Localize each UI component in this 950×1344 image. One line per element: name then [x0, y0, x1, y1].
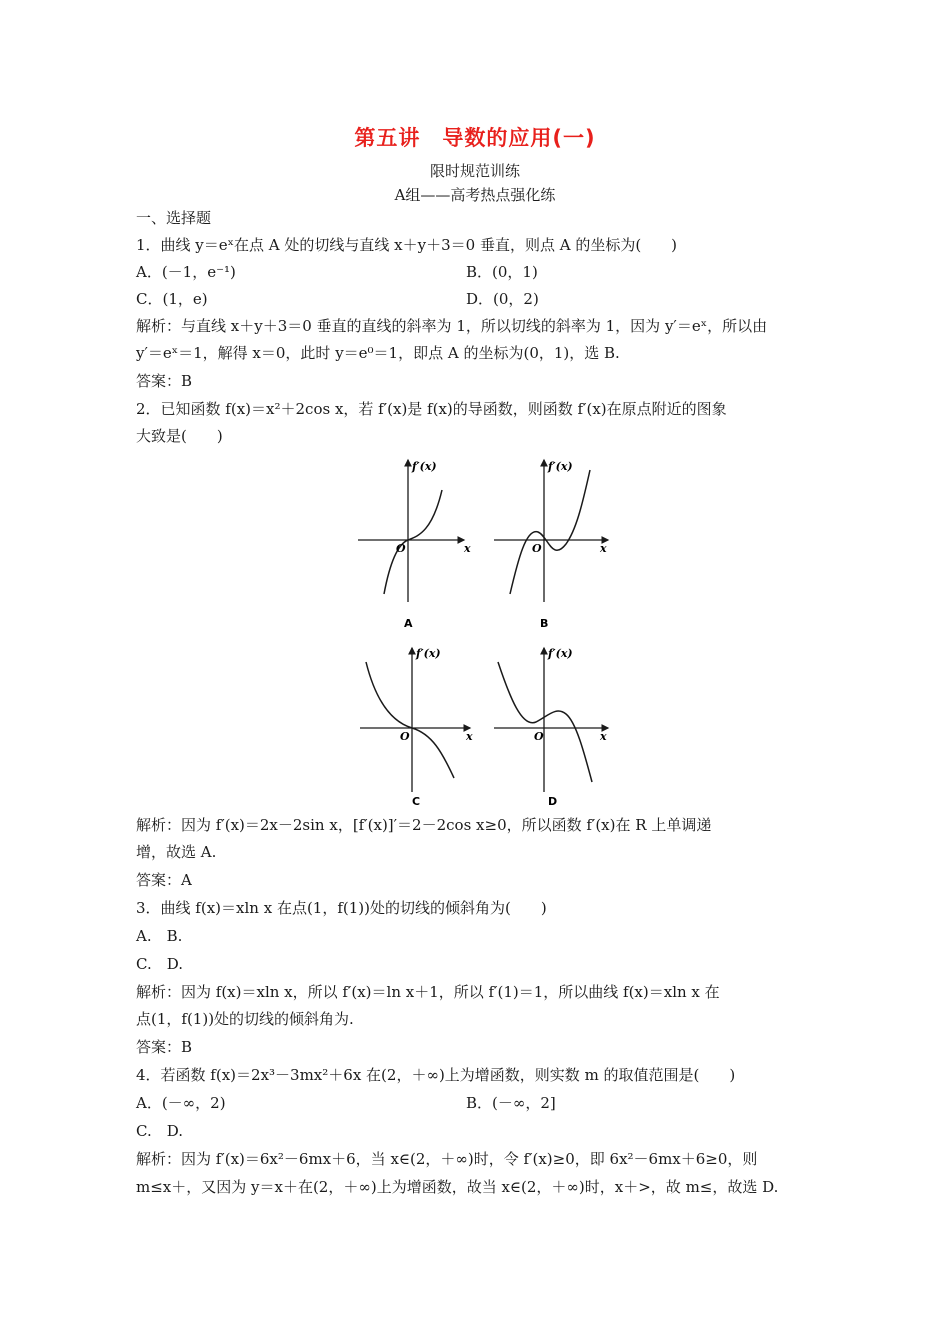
question-3: 3．曲线 f(x)＝xln x 在点(1，f(1))处的切线的倾斜角为( )	[136, 899, 547, 917]
q1-option-a: A．(－1，e⁻¹)	[136, 263, 236, 281]
q3-analysis-line2: 点(1，f(1))处的切线的倾斜角为.	[136, 1010, 354, 1028]
graph-b-label: B	[540, 617, 549, 630]
q4-option-b: B．(－∞，2]	[466, 1094, 556, 1112]
q4-analysis-line1: 解析：因为 f′(x)＝6x²－6mx＋6，当 x∈(2，＋∞)时，令 f′(x)≥0，即 6x²－6mx＋6≥0，则	[136, 1150, 758, 1168]
q3-analysis-line1: 解析：因为 f(x)＝xln x，所以 f′(x)＝ln x＋1，所以 f′(1)＝1，所以曲线 f(x)＝xln x 在	[136, 983, 720, 1001]
q4-options-row2: C. D.	[136, 1122, 183, 1140]
question-4: 4．若函数 f(x)＝2x³－3mx²＋6x 在(2，＋∞)上为增函数，则实数 m 的取值范围是( )	[136, 1066, 736, 1084]
q3-options-row2: C. D.	[136, 955, 183, 973]
q1-answer: 答案：B	[136, 372, 193, 390]
graph-c	[360, 648, 470, 792]
question-2-line2: 大致是( )	[136, 427, 223, 445]
graph-b	[494, 460, 608, 602]
q1-option-d: D．(0，2)	[466, 290, 539, 308]
graph-d	[494, 648, 608, 792]
q2-analysis-line2: 增，故选 A.	[136, 843, 217, 861]
graph-a-origin: O	[396, 542, 406, 555]
graph-a	[358, 460, 464, 602]
q1-analysis-line1: 解析：与直线 x＋y＋3＝0 垂直的直线的斜率为 1，所以切线的斜率为 1，因为 y′＝eˣ，所以由	[136, 317, 768, 335]
q1-analysis-line2: y′＝eˣ＝1，解得 x＝0，此时 y＝e⁰＝1，即点 A 的坐标为(0，1)，选 B.	[136, 344, 620, 362]
graph-b-xlabel: x	[600, 542, 607, 555]
question-1: 1．曲线 y＝eˣ在点 A 处的切线与直线 x＋y＋3＝0 垂直，则点 A 的坐标为( )	[136, 236, 678, 254]
q3-answer: 答案：B	[136, 1038, 193, 1056]
question-2-line1: 2．已知函数 f(x)＝x²＋2cos x，若 f′(x)是 f(x)的导函数，则函数 f′(x)在原点附近的图象	[136, 400, 727, 418]
q1-options-row1	[136, 262, 838, 282]
graph-d-xlabel: x	[600, 730, 607, 743]
graph-a-label: A	[404, 617, 413, 630]
graph-b-ylabel: f′(x)	[548, 460, 573, 473]
graph-d-origin: O	[534, 730, 544, 743]
graph-a-ylabel: f′(x)	[412, 460, 437, 473]
q3-options-row1: A. B.	[136, 927, 183, 945]
q4-option-a: A．(－∞，2)	[136, 1094, 226, 1112]
graph-b-origin: O	[532, 542, 542, 555]
graph-c-xlabel: x	[466, 730, 473, 743]
subtitle-practice: 限时规范训练	[429, 162, 520, 180]
q4-analysis-line2: m≤x＋，又因为 y＝x＋在(2，＋∞)上为增函数，故当 x∈(2，＋∞)时，x＋>，故 m≤，故选 D.	[136, 1178, 779, 1196]
q1-options-row2	[136, 289, 838, 309]
graph-d-label: D	[548, 795, 558, 808]
section-heading: 一、选择题	[136, 209, 212, 227]
graph-c-label: C	[412, 795, 421, 808]
graph-a-xlabel: x	[464, 542, 471, 555]
q1-option-b: B．(0，1)	[466, 263, 538, 281]
subtitle-group: A组——高考热点强化练	[394, 186, 556, 204]
graph-d-ylabel: f′(x)	[548, 647, 573, 660]
q2-analysis-line1: 解析：因为 f′(x)＝2x－2sin x，[f′(x)]′＝2－2cos x≥0，所以函数 f′(x)在 R 上单调递	[136, 816, 712, 834]
q1-option-c: C．(1，e)	[136, 290, 208, 308]
q4-options-row1	[136, 1093, 838, 1113]
q2-answer: 答案：A	[136, 871, 192, 889]
q2-graphs-svg	[352, 452, 622, 812]
graph-c-origin: O	[400, 730, 410, 743]
q2-graph-options	[352, 452, 622, 812]
page-title: 第五讲 导数的应用(一)	[354, 126, 596, 150]
graph-c-ylabel: f′(x)	[416, 647, 441, 660]
